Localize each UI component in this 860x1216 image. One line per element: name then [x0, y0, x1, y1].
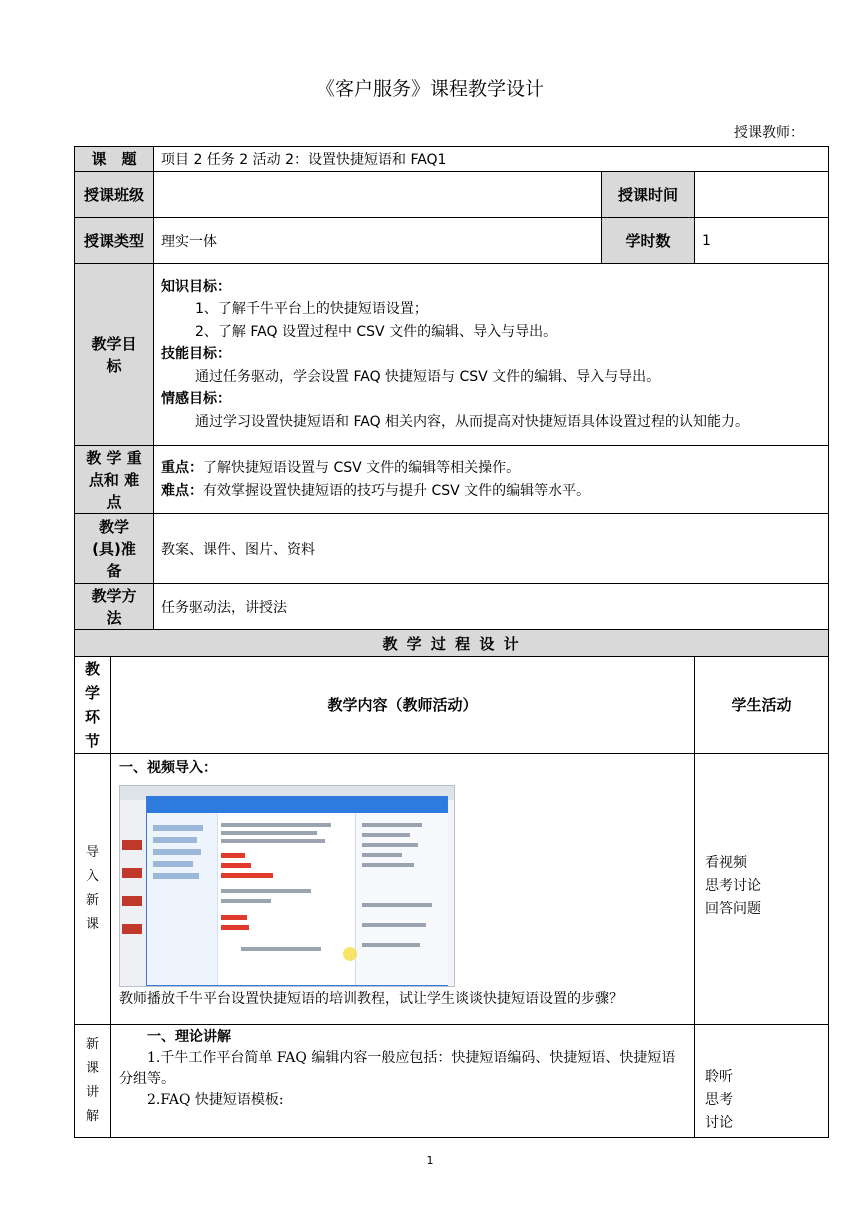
- hours-value: 1: [695, 218, 829, 264]
- prep-label: 教学(具)准备: [75, 514, 154, 584]
- content-header: 教学内容（教师活动）: [111, 657, 695, 754]
- student-header: 学生活动: [695, 657, 829, 754]
- teacher-label: 授课教师：: [734, 125, 804, 141]
- hours-label: 学时数: [602, 218, 695, 264]
- intro-student-2: 思考讨论: [705, 877, 762, 894]
- intro-content: [111, 754, 695, 1025]
- emotion-item-1: 通过学习设置快捷短语和 FAQ 相关内容，从而提高对快捷短语具体设置过程的认知能力。: [195, 413, 750, 430]
- knowledge-heading: 知识目标：: [161, 278, 232, 295]
- difficulty-heading: 难点：: [161, 482, 204, 499]
- knowledge-item-1: 1、了解千牛平台上的快捷短语设置；: [195, 301, 428, 318]
- lecture-p2: 2.FAQ 快捷短语模板:: [147, 1092, 284, 1108]
- time-value: [695, 172, 829, 218]
- intro-heading: 一、视频导入：: [119, 760, 217, 776]
- stage-header: 教学环节: [75, 657, 111, 754]
- type-value: 理实一体: [154, 218, 602, 264]
- keypoints-label: 教 学 重点和 难点: [75, 446, 154, 514]
- objectives-label: 教学目标: [75, 264, 154, 446]
- method-label: 教学方法: [75, 584, 154, 630]
- lecture-student-3: 讨论: [705, 1115, 734, 1131]
- skill-heading: 技能目标：: [161, 346, 232, 363]
- class-label: 授课班级: [75, 172, 154, 218]
- lecture-p1: 1.千牛工作平台简单 FAQ 编辑内容一般应包括：快捷短语编码、快捷短语、快捷短语分组等。: [119, 1050, 676, 1087]
- lecture-student-1: 聆听: [705, 1069, 734, 1085]
- lecture-heading: 一、理论讲解: [147, 1029, 231, 1045]
- lecture-student-activity: [695, 1025, 829, 1138]
- intro-student-3: 回答问题: [705, 900, 762, 917]
- lesson-design-table: [74, 146, 829, 1138]
- intro-stage: 导入新课: [75, 754, 111, 1025]
- type-label: 授课类型: [75, 218, 154, 264]
- key-heading: 重点：: [161, 460, 204, 476]
- video-screenshot: [119, 785, 455, 987]
- course-label: 课 题: [75, 147, 154, 172]
- keypoints-content: [154, 446, 829, 514]
- key-text: 了解快捷短语设置与 CSV 文件的编辑等相关操作。: [203, 460, 521, 476]
- course-value: 项目 2 任务 2 活动 2：设置快捷短语和 FAQ1: [154, 147, 829, 172]
- page-number: 1: [426, 1154, 434, 1167]
- skill-item-1: 通过任务驱动，学会设置 FAQ 快捷短语与 CSV 文件的编辑、导入与导出。: [195, 368, 661, 385]
- objectives-content: [154, 264, 829, 446]
- lecture-content: [111, 1025, 695, 1138]
- intro-student-activity: [695, 754, 829, 1025]
- intro-student-1: 看视频: [705, 854, 748, 871]
- class-value: [154, 172, 602, 218]
- prep-value: 教案、课件、图片、资料: [154, 514, 829, 584]
- page-title: 《客户服务》课程教学设计: [315, 78, 544, 100]
- method-value: 任务驱动法，讲授法: [154, 584, 829, 630]
- emotion-heading: 情感目标：: [161, 391, 232, 408]
- time-label: 授课时间: [602, 172, 695, 218]
- knowledge-item-2: 2、了解 FAQ 设置过程中 CSV 文件的编辑、导入与导出。: [195, 323, 558, 340]
- intro-caption: 教师播放千牛平台设置快捷短语的培训教程，试让学生谈谈快捷短语设置的步骤？: [119, 991, 623, 1007]
- difficulty-text: 有效掌握设置快捷短语的技巧与提升 CSV 文件的编辑等水平。: [203, 482, 591, 499]
- lecture-student-2: 思考: [705, 1092, 734, 1108]
- process-title: 教 学 过 程 设 计: [75, 630, 829, 657]
- lecture-stage: 新课讲解: [75, 1025, 111, 1138]
